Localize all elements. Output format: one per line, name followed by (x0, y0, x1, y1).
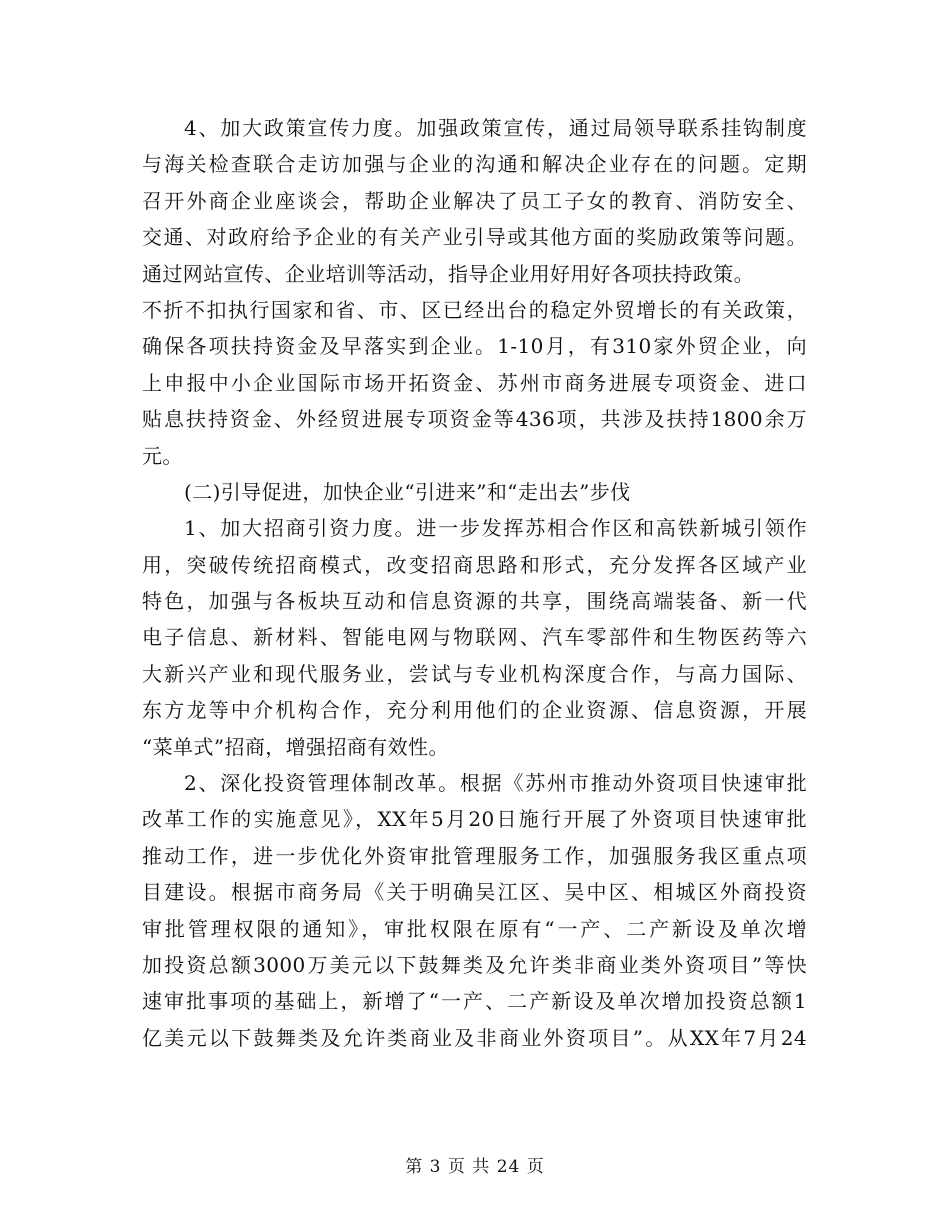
text-line: 亿美元以下鼓舞类及允许类商业及非商业外资项目”。从XX年7月24 (142, 1025, 807, 1050)
text-line: 目建设。根据市商务局《关于明确吴江区、吴中区、相城区外商投资 (142, 880, 807, 905)
paragraph-policy-publicity (142, 110, 807, 474)
section-heading: (二)引导促进，加快企业“引进来”和“走出去”步伐 (184, 479, 631, 504)
text-line: 4、加大政策宣传力度。加强政策宣传，通过局领导联系挂钩制度 (184, 116, 807, 140)
text-line: 元。 (142, 443, 183, 468)
text-line: 推动工作，进一步优化外资审批管理服务工作，加强服务我区重点项 (142, 843, 807, 868)
paragraph-management-reform (142, 765, 807, 1056)
text-line: 用，突破传统招商模式，改变招商思路和形式，充分发挥各区域产业 (142, 552, 807, 577)
text-line: 特色，加强与各板块互动和信息资源的共享，围绕高端装备、新一代 (142, 589, 807, 614)
text-line: 东方龙等中介机构合作，充分利用他们的企业资源、信息资源，开展 (142, 698, 807, 723)
text-line: 贴息扶持资金、外经贸进展专项资金等436项，共涉及扶持1800余万 (142, 407, 807, 432)
text-line: 电子信息、新材料、智能电网与物联网、汽车零部件和生物医药等六 (142, 625, 807, 650)
text-line: 交通、对政府给予企业的有关产业引导或其他方面的奖励政策等问题。 (142, 225, 807, 250)
text-line: 2、深化投资管理体制改革。根据《苏州市推动外资项目快速审批 (184, 771, 807, 796)
text-line: 大新兴产业和现代服务业，尝试与专业机构深度合作，与高力国际、 (142, 661, 807, 686)
text-line: 不折不扣执行国家和省、市、区已经出台的稳定外贸增长的有关政策， (142, 297, 807, 322)
text-line: 审批管理权限的通知》，审批权限在原有“一产、二产新设及单次增 (142, 916, 807, 941)
text-line: 速审批事项的基础上，新增了“一产、二产新设及单次增加投资总额1 (142, 989, 807, 1014)
text-line: 与海关检查联合走访加强与企业的沟通和解决企业存在的问题。定期 (142, 152, 807, 177)
text-line: 上申报中小企业国际市场开拓资金、苏州市商务进展专项资金、进口 (142, 370, 807, 395)
text-line: 召开外商企业座谈会，帮助企业解决了员工子女的教育、消防安全、 (142, 188, 807, 213)
text-line: 1、加大招商引资力度。进一步发挥苏相合作区和高铁新城引领作 (184, 516, 807, 541)
page-indicator: 第 3 页 共 24 页 (405, 1157, 545, 1177)
text-line: 通过网站宣传、企业培训等活动，指导企业用好用好各项扶持政策。 (142, 261, 754, 286)
text-line: 确保各项扶持资金及早落实到企业。1-10月，有310家外贸企业，向 (142, 334, 807, 359)
text-line: “菜单式”招商，增强招商有效性。 (142, 734, 449, 759)
document-body (142, 110, 807, 1056)
text-line: 改革工作的实施意见》，XX年5月20日施行开展了外资项目快速审批 (142, 807, 807, 832)
paragraph-investment-attraction (142, 510, 807, 765)
text-line: 加投资总额3000万美元以下鼓舞类及允许类非商业类外资项目”等快 (142, 952, 807, 977)
